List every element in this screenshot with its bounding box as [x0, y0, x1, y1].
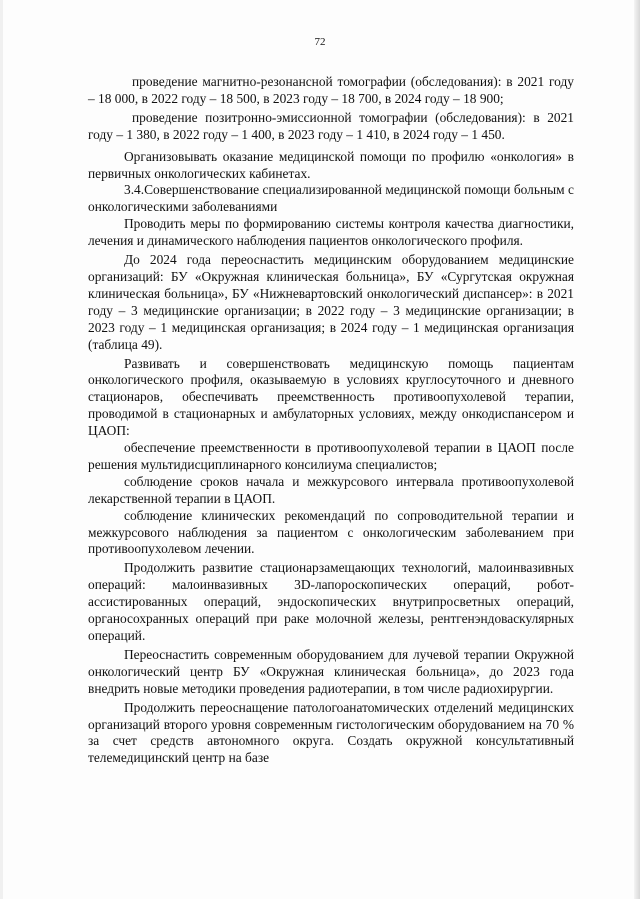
paragraph-quality-control: Проводить меры по формированию системы контроля качества диагностики, лечения и динамического наблюдения пациентов онкологического профиля. — [88, 216, 574, 249]
paragraph-primary-cabinets: Организовывать оказание медицинской помощи по профилю «онкология» в первичных онкологических кабинетах. — [88, 148, 574, 181]
document-body — [88, 74, 574, 767]
section-heading-3-4: 3.4.Совершенствование специализированной медицинской помощи больным с онкологическими заболеваниями — [88, 182, 574, 215]
page-right-edge — [634, 0, 640, 899]
paragraph-timing: соблюдение сроков начала и межкурсового интервала противоопухолевой лекарственной терапии в ЦАОП. — [88, 473, 574, 506]
paragraph-continuity: обеспечение преемственности в противоопухолевой терапии в ЦАОП после решения мультидисциплинарного консилиума специалистов; — [88, 440, 574, 472]
paragraph-pathology: Продолжить переоснащение патологоанатомических отделений медицинских организаций второго уровня современным гистологическим оборудованием на 70 % за счет средств автономного округа. Создать окружной консультативный телемедицинский центр на базе — [88, 699, 574, 766]
paragraph-pet: проведение позитронно-эмиссионной томографии (обследования): в 2021 году – 1 380, в 2022 году – 1 400, в 2023 году – 1 410, в 2024 году – 1 450. — [88, 109, 574, 142]
paragraph-minimally-invasive: Продолжить развитие стационарзамещающих технологий, малоинвазивных операций: малоинвазивных 3D-лапороскопических операций, робот-ассистированных операций, эндоскопических внутрипросветных операций, органосохранных операций при раке молочной железы, рентгенэндоваскулярных операций. — [88, 560, 574, 643]
paragraph-recommendations: соблюдение клинических рекомендаций по сопроводительной терапии и межкурсового наблюдения за пациентом с онкологическим заболеванием при противоопухолевом лечении. — [88, 507, 574, 557]
paragraph-radiotherapy: Переоснастить современным оборудованием для лучевой терапии Окружной онкологический центр БУ «Окружная клиническая больница», до 2023 года внедрить новые методики проведения радиотерапии, в том числе радиохирургии. — [88, 646, 574, 696]
page-number: 72 — [314, 36, 326, 48]
paragraph-develop-care: Развивать и совершенствовать медицинскую помощь пациентам онкологического профиля, оказываемую в условиях круглосуточного и дневного стационаров, обеспечивать преемственность противоопухолевой терапии, проводимой в стационарных и амбулаторных условиях, между онкодиспансером и ЦАОП: — [88, 355, 574, 439]
paragraph-equipment-upgrade: До 2024 года переоснастить медицинским оборудованием медицинские организаций: БУ «Окружная клиническая больница», БУ «Сургутская окружная клиническая больница», БУ «Нижневартовский онкологический диспансер»: в 2021 году – 3 медицинские организации; в 2022 году – 3 медицинские организации; в 2023 году – 1 медицинская организация; в 2024 году – 1 медицинская организация (таблица 49). — [88, 252, 574, 352]
paragraph-mri: проведение магнитно-резонансной томографии (обследования): в 2021 году – 18 000, в 2022 году – 18 500, в 2023 году – 18 700, в 2024 году – 18 900; — [88, 74, 574, 106]
page-left-edge — [0, 0, 3, 899]
